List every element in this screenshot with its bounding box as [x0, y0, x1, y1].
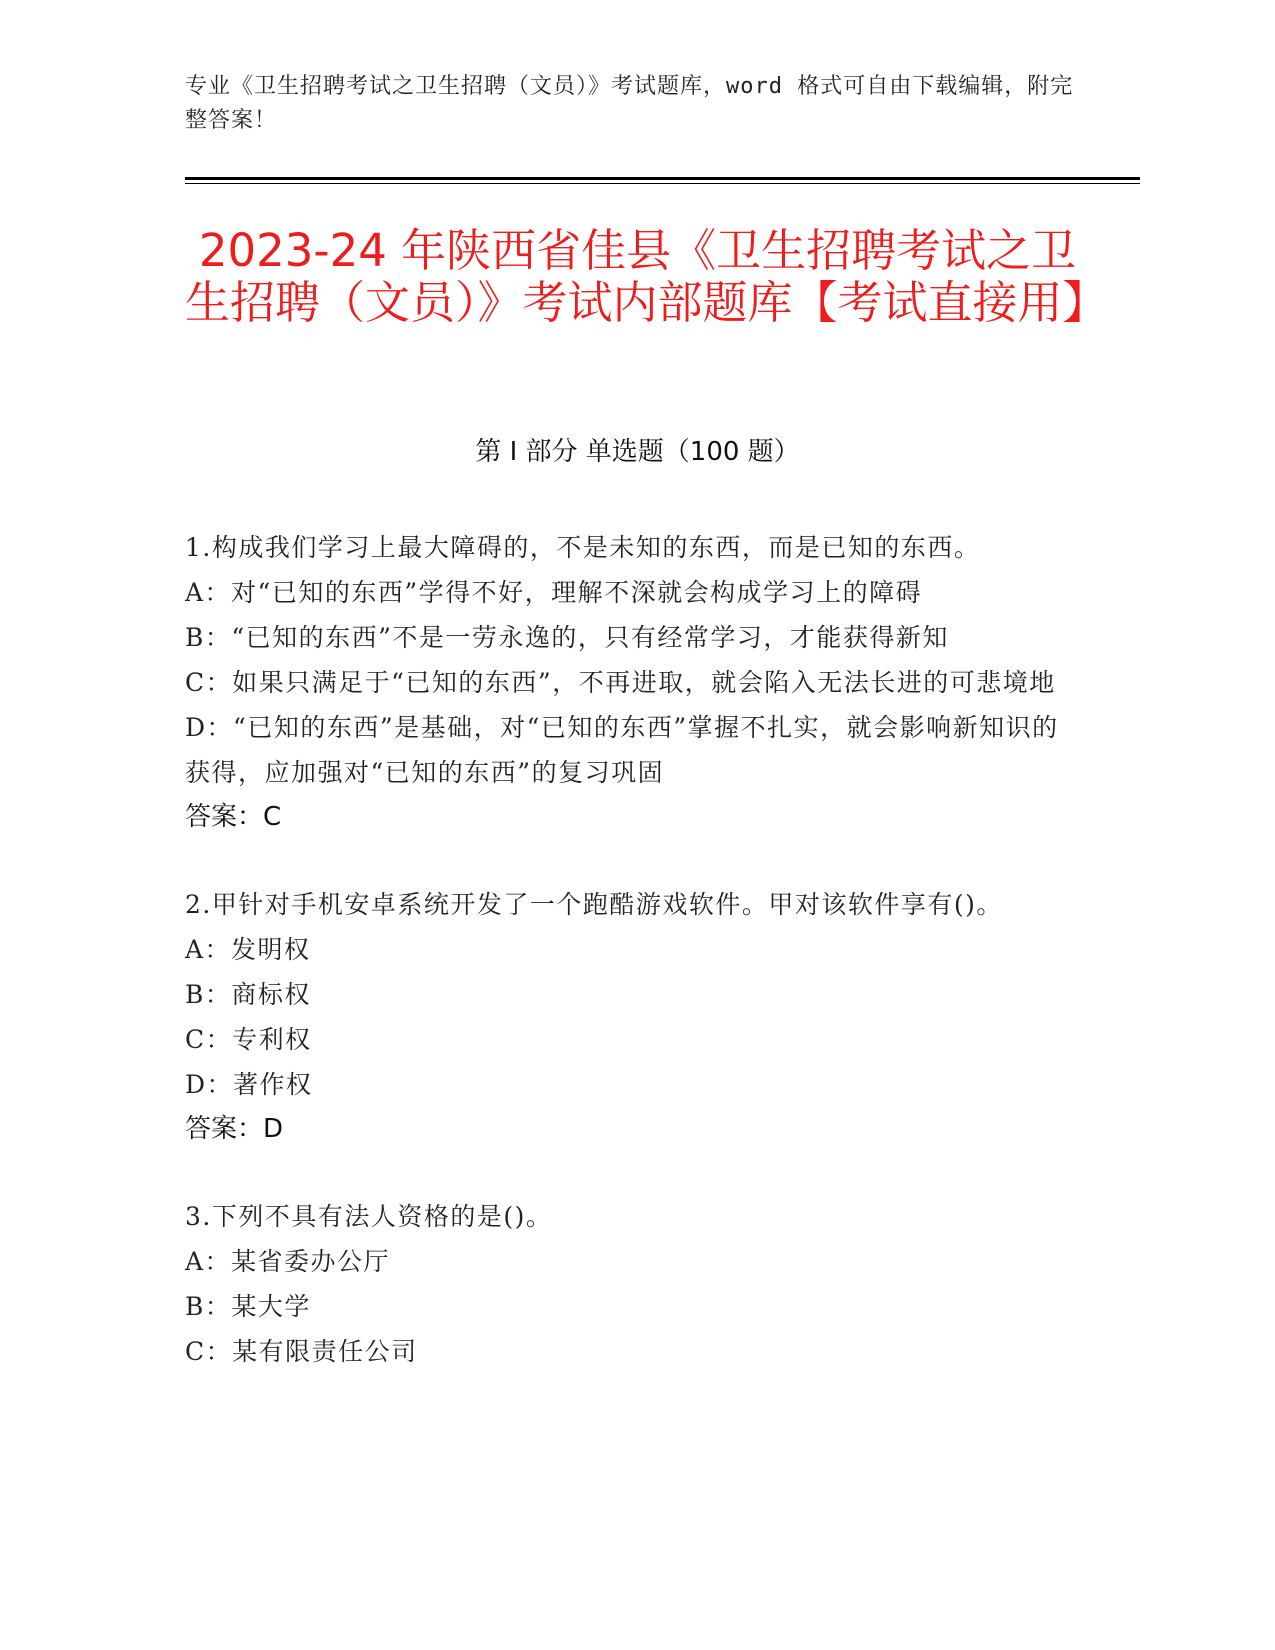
option-d: D：著作权	[185, 1070, 313, 1099]
header-divider-thin	[185, 183, 1140, 184]
question-stem: 3.下列不具有法人资格的是()。	[185, 1202, 553, 1231]
question-1	[185, 525, 1070, 840]
question-stem: 1.构成我们学习上最大障碍的，不是未知的东西，而是已知的东西。	[185, 533, 981, 562]
option-c: C：某有限责任公司	[185, 1337, 418, 1366]
option-a: A：某省委办公厅	[185, 1247, 391, 1276]
option-a: A：对“已知的东西”学得不好，理解不深就会构成学习上的障碍	[185, 578, 923, 607]
option-a: A：发明权	[185, 935, 311, 964]
option-d: D：“已知的东西”是基础，对“已知的东西”掌握不扎实，就会影响新知识的获得，应加强对“已知的东西”的复习巩固	[185, 713, 1059, 787]
question-list	[185, 525, 1070, 1416]
option-b: B：“已知的东西”不是一劳永逸的，只有经常学习，才能获得新知	[185, 623, 949, 652]
header-note: 专业《卫生招聘考试之卫生招聘（文员）》考试题库，word 格式可自由下载编辑，附完整答案！	[185, 74, 1074, 133]
answer: 答案：C	[185, 802, 282, 832]
section-heading: 第 I 部分 单选题（100 题）	[475, 437, 800, 467]
option-c: C：如果只满足于“已知的东西”，不再进取，就会陷入无法长进的可悲境地	[185, 668, 1056, 697]
option-b: B：商标权	[185, 980, 311, 1009]
question-3	[185, 1194, 1070, 1374]
answer: 答案：D	[185, 1114, 284, 1144]
question-2	[185, 882, 1070, 1152]
header-divider	[185, 177, 1140, 180]
question-stem: 2.甲针对手机安卓系统开发了一个跑酷游戏软件。甲对该软件享有()。	[185, 890, 1003, 919]
document-title: 2023-24 年陕西省佳县《卫生招聘考试之卫生招聘（文员）》考试内部题库【考试直接用】	[185, 224, 1108, 329]
option-b: B：某大学	[185, 1292, 311, 1321]
option-c: C：专利权	[185, 1025, 312, 1054]
